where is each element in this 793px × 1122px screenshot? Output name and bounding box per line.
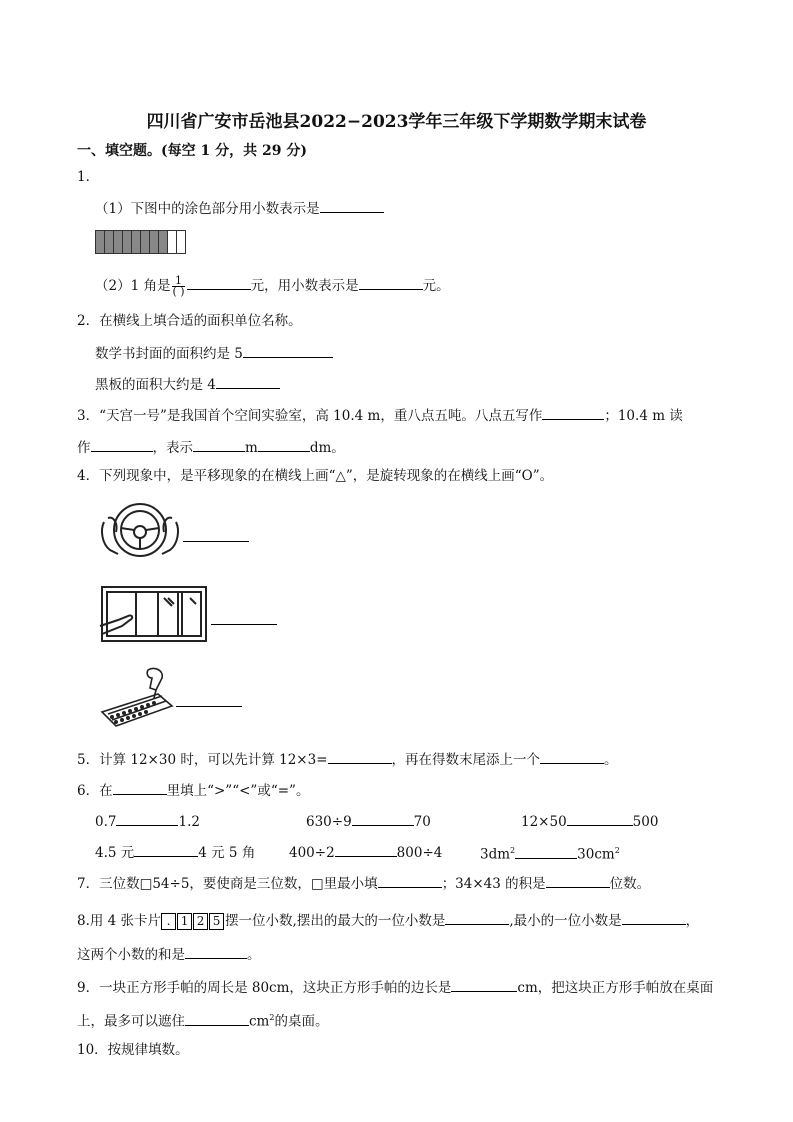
question-2-a [95, 343, 333, 363]
question-1-part-1 [95, 198, 384, 218]
q8-text-b: 摆一位小数,摆出的最大的一位小数是 [225, 913, 446, 929]
compare-right: 4 元 5 角 [198, 845, 256, 861]
q2-b-text: 黑板的面积大约是 4 [95, 377, 216, 393]
compare-item-6 [480, 842, 620, 864]
answer-blank[interactable] [622, 910, 686, 925]
question-6 [77, 780, 309, 800]
question-8-line-2 [77, 944, 261, 964]
number-card: 2 [193, 913, 208, 930]
q9-text-c: 上，最多可以遮住 [77, 1013, 185, 1030]
question-2-b [95, 374, 280, 394]
number-card: 1 [177, 913, 192, 930]
sliding-window-icon [98, 584, 210, 644]
q9-text: 9．一块正方形手帕的周长是 80cm，这块正方形手帕的边长是 [77, 980, 452, 996]
superscript: 2 [614, 846, 620, 855]
q1-p2-text-c: 元。 [422, 278, 450, 294]
answer-blank[interactable] [193, 437, 245, 452]
q7-text-c: 位数。 [609, 876, 651, 892]
answer-blank[interactable] [187, 275, 251, 290]
q8-text: 8.用 4 张卡片 [77, 913, 162, 929]
q2-a-text: 数学书封面的面积约是 5 [95, 346, 243, 362]
answer-blank[interactable] [211, 610, 277, 625]
q8-text-f: 。 [247, 947, 261, 963]
compare-left: 630÷9 [306, 814, 352, 830]
q3-text-c: 作 [77, 440, 91, 456]
compare-item-3 [521, 811, 658, 831]
q9-text-d: cm [249, 1013, 270, 1030]
compare-item-4 [95, 842, 255, 862]
q8-text-e: 这两个小数的和是 [77, 947, 185, 963]
answer-blank[interactable] [116, 811, 178, 826]
fraction [172, 276, 184, 297]
compare-item-5 [289, 842, 442, 862]
question-7 [77, 873, 650, 893]
compare-right: 70 [413, 814, 431, 830]
question-2: 2．在横线上填合适的面积单位名称。 [77, 313, 302, 329]
abacus-icon [98, 664, 178, 730]
number-card: 5 [209, 913, 224, 930]
q7-text: 7．三位数□54÷5，要使商是三位数，□里最小填 [77, 876, 378, 892]
answer-blank[interactable] [352, 811, 414, 826]
q5-text: 5．计算 12×30 时，可以先计算 12×3= [77, 752, 328, 768]
compare-left: 3dm [480, 846, 511, 863]
section-heading: 一、填空题。(每空 1 分，共 29 分) [77, 143, 307, 159]
question-1-part-2 [95, 275, 450, 297]
answer-blank[interactable] [185, 944, 247, 959]
compare-right: 500 [632, 814, 659, 830]
question-10: 10．按规律填数。 [77, 1042, 189, 1058]
compare-left: 0.7 [95, 814, 117, 830]
fraction-denominator: ( ) [172, 285, 185, 298]
question-9-line-1 [77, 977, 713, 997]
answer-blank[interactable] [243, 343, 333, 358]
question-8-line-1 [77, 910, 699, 930]
q6-text-b: 里填上“>”“<”或“=”。 [166, 783, 310, 799]
question-3-line-2 [77, 437, 345, 457]
compare-left: 400÷2 [289, 845, 335, 861]
steering-wheel-icon [98, 498, 184, 562]
question-9-line-2 [77, 1009, 328, 1031]
answer-blank[interactable] [451, 977, 517, 992]
q5-text-c: 。 [604, 752, 618, 768]
answer-blank[interactable] [335, 842, 397, 857]
answer-blank[interactable] [515, 844, 577, 859]
answer-blank[interactable] [216, 374, 280, 389]
answer-blank[interactable] [540, 749, 604, 764]
answer-blank[interactable] [134, 842, 198, 857]
compare-left: 4.5 元 [95, 845, 135, 861]
q3-text-f: dm。 [309, 440, 345, 456]
answer-blank[interactable] [567, 811, 633, 826]
answer-blank[interactable] [546, 873, 610, 888]
superscript: 2 [510, 846, 516, 855]
q5-text-b: ，再在得数末尾添上一个 [391, 752, 541, 768]
answer-blank[interactable] [328, 749, 392, 764]
superscript: 2 [269, 1013, 275, 1022]
number-card: . [161, 913, 176, 930]
compare-item-2 [306, 811, 431, 831]
answer-blank[interactable] [91, 437, 153, 452]
answer-blank[interactable] [183, 527, 249, 542]
q9-text-e: 的桌面。 [274, 1013, 329, 1030]
answer-blank[interactable] [320, 198, 384, 213]
q9-text-b: cm，把这块正方形手帕放在桌面 [517, 980, 714, 996]
q6-text: 6．在 [77, 783, 113, 799]
q3-text-b: ；10.4 m 读 [604, 408, 683, 424]
page-title: 四川省广安市岳池县2022−2023学年三年级下学期数学期末试卷 [146, 112, 647, 132]
compare-left: 12×50 [521, 814, 567, 830]
fraction-numerator: 1 [172, 276, 184, 287]
q1-p2-text-b: 元，用小数表示是 [250, 278, 359, 294]
q3-text-e: m [245, 440, 258, 456]
q3-text: 3．“天宫一号”是我国首个空间实验室，高 10.4 m，重八点五吨。八点五写作 [77, 408, 543, 424]
answer-blank[interactable] [185, 1011, 249, 1026]
compare-item-1 [95, 811, 200, 831]
answer-blank[interactable] [176, 692, 242, 707]
compare-right: 1.2 [178, 814, 200, 830]
q1-p1-text: （1）下图中的涂色部分用小数表示是 [95, 201, 320, 217]
compare-right: 30cm [577, 846, 615, 863]
q3-text-d: ，表示 [152, 440, 193, 456]
answer-blank[interactable] [542, 405, 604, 420]
compare-right: 800÷4 [396, 845, 443, 861]
answer-blank[interactable] [258, 437, 310, 452]
question-4: 4．下列现象中，是平移现象的在横线上画“△”，是旋转现象的在横线上画“O”。 [77, 468, 554, 484]
question-1-number: 1． [77, 169, 100, 185]
shaded-decimal-bar [95, 230, 189, 254]
answer-blank[interactable] [378, 873, 442, 888]
question-5 [77, 749, 618, 769]
q7-text-b: ；34×43 的积是 [441, 876, 546, 892]
q8-text-c: ,最小的一位小数是 [509, 913, 622, 929]
question-3-line-1 [77, 405, 683, 425]
answer-blank[interactable] [359, 275, 423, 290]
q8-text-d: ， [685, 913, 700, 929]
q1-p2-text: （2）1 角是 [95, 278, 171, 294]
answer-blank[interactable] [445, 910, 509, 925]
answer-blank[interactable] [113, 780, 167, 795]
